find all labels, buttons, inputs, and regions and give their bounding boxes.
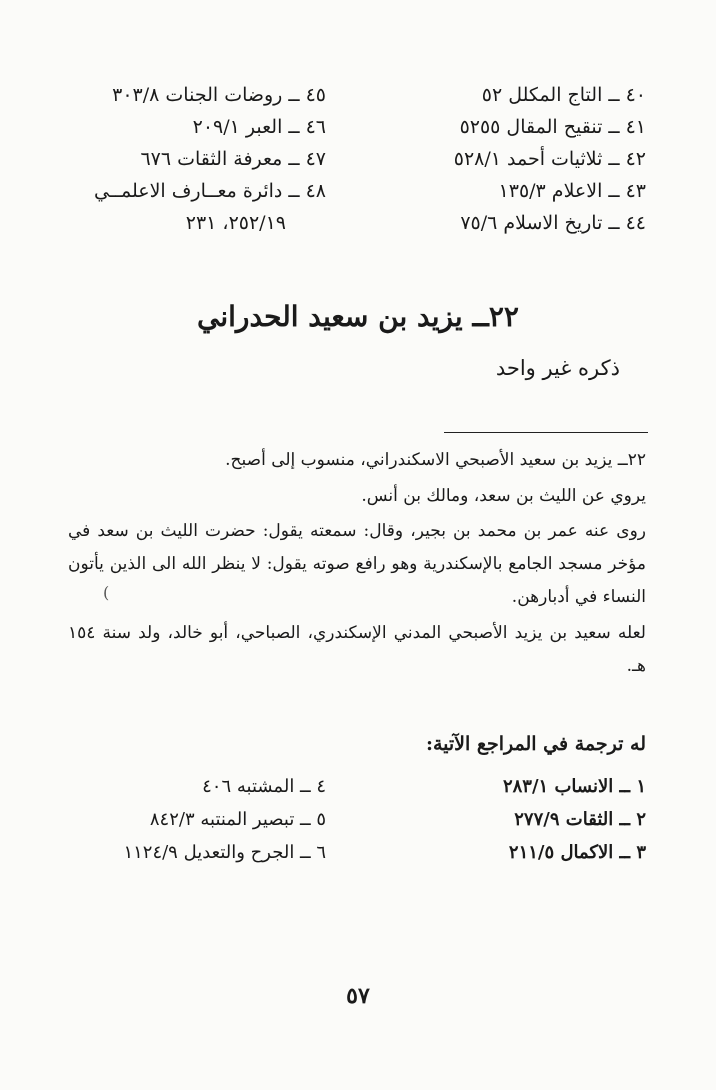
footnote-paragraph: يروي عن الليث بن سعد، ومالك بن أنس.	[361, 486, 646, 506]
bibliography-item: ٥ ــ تبصير المنتبه ٨٤٢/٣	[149, 809, 326, 830]
reference-item-continuation: ٢٥٢/١٩، ٢٣١	[185, 212, 286, 234]
margin-mark: (	[103, 583, 110, 602]
reference-item: ٤٥ ــ روضات الجنات ٣٠٣/٨	[112, 84, 326, 106]
reference-item: ٤٤ ــ تاريخ الاسلام ٧٥/٦	[460, 212, 646, 234]
bibliography-item: ٦ ــ الجرح والتعديل ١١٢٤/٩	[123, 842, 326, 863]
footnote-paragraph: لعله سعيد بن يزيد الأصبحي المدني الإسكندري، الصباحي، أبو خالد، ولد سنة ١٥٤ هـ.	[68, 623, 646, 676]
bibliography-item: ٣ ــ الاكمال ٢١١/٥	[508, 842, 646, 863]
page-number: ٥٧	[346, 983, 370, 1009]
reference-item: ٤١ ــ تنقيح المقال ٥٢٥٥	[459, 116, 646, 138]
reference-item: ٤٧ ــ معرفة الثقات ٦٧٦	[140, 148, 326, 170]
footnote-paragraph: ٢٢ــ يزيد بن سعيد الأصبحي الاسكندراني، منسوب إلى أصبح.	[225, 450, 646, 470]
entry-title: ٢٢ــ يزيد بن سعيد الحدراني	[197, 300, 519, 333]
reference-item: ٤٣ ــ الاعلام ١٣٥/٣	[498, 180, 646, 202]
reference-item: ٤٠ ــ التاج المكلل ٥٢	[481, 84, 646, 106]
bibliography-item: ١ ــ الانساب ٢٨٣/١	[502, 776, 646, 797]
footnote-divider	[444, 432, 648, 433]
reference-item: ٤٢ ــ ثلاثيات أحمد ٥٢٨/١	[453, 148, 646, 170]
bibliography-item: ٤ ــ المشتبه ٤٠٦	[202, 776, 326, 797]
reference-item: ٤٦ ــ العبر ٢٠٩/١	[192, 116, 326, 138]
entry-text: ذكره غير واحد	[495, 356, 620, 380]
references-heading: له ترجمة في المراجع الآتية:	[425, 733, 646, 755]
bibliography-item: ٢ ــ الثقات ٢٧٧/٩	[514, 809, 646, 830]
reference-item: ٤٨ ــ دائرة معــارف الاعلمــي	[93, 180, 326, 202]
footnote-paragraph: روى عنه عمر بن محمد بن بجير، وقال: سمعته يقول: حضرت الليث بن سعد في مؤخر مسجد الجامع بالإسكندرية وهو رافع صوته يقول: لا ينظر الله الى الذين يأتون النساء في أدبارهن.	[68, 521, 646, 607]
